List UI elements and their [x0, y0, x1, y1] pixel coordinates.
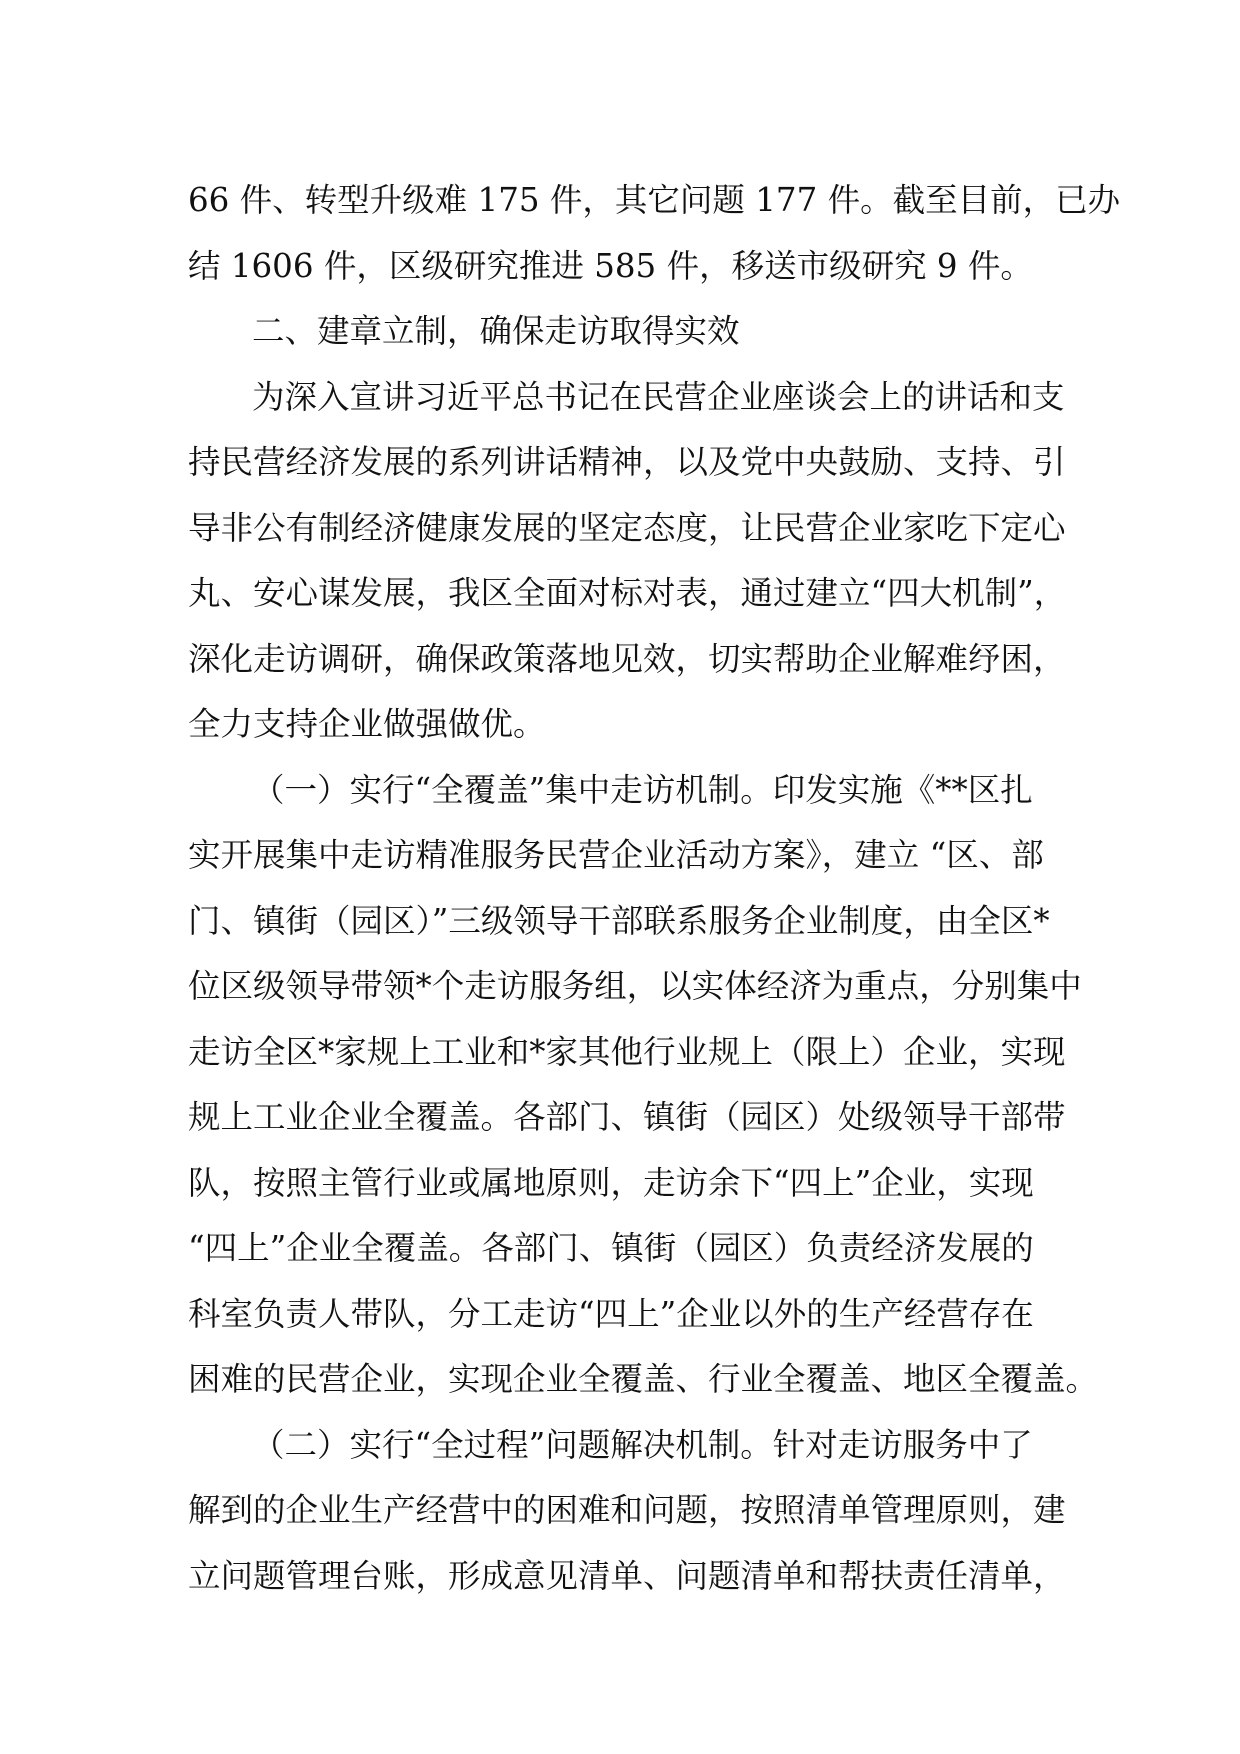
text-line: 位区级领导带领*个走访服务组，以实体经济为重点，分别集中 — [188, 967, 1082, 1005]
text-line: 规上工业企业全覆盖。各部门、镇街（园区）处级领导干部带 — [188, 1098, 1066, 1136]
paragraph-start-line: （二）实行“全过程”问题解决机制。针对走访服务中了 — [252, 1425, 1033, 1464]
text-line: 全力支持企业做强做优。 — [188, 705, 546, 743]
text-line: 结 1606 件，区级研究推进 585 件，移送市级研究 9 件。 — [188, 246, 1033, 285]
text-line: 走访全区*家规上工业和*家其他行业规上（限上）企业，实现 — [188, 1032, 1066, 1071]
text-line: 立问题管理台账，形成意见清单、问题清单和帮扶责任清单， — [188, 1556, 1066, 1595]
text-line: 门、镇街（园区）”三级领导干部联系服务企业制度，由全区* — [188, 901, 1050, 940]
text-line: 持民营经济发展的系列讲话精神，以及党中央鼓励、支持、引 — [188, 443, 1066, 481]
paragraph-start-line: （一）实行“全覆盖”集中走访机制。印发实施《**区扎 — [252, 770, 1033, 809]
text-line: 实开展集中走访精准服务民营企业活动方案》，建立 “区、部 — [188, 836, 1044, 874]
text-line: 科室负责人带队，分工走访“四上”企业以外的生产经营存在 — [188, 1294, 1034, 1333]
paragraph-start-line: 为深入宣讲习近平总书记在民营企业座谈会上的讲话和支 — [252, 377, 1065, 416]
text-line: 队，按照主管行业或属地原则，走访余下“四上”企业，实现 — [188, 1163, 1034, 1202]
document-body — [188, 168, 1121, 1609]
text-line: 解到的企业生产经营中的困难和问题，按照清单管理原则，建 — [188, 1491, 1066, 1529]
text-line: “四上”企业全覆盖。各部门、镇街（园区）负责经济发展的 — [188, 1229, 1034, 1267]
section-heading: 二、建章立制，确保走访取得实效 — [252, 312, 740, 350]
text-line: 丸、安心谋发展，我区全面对标对表，通过建立“四大机制”， — [188, 574, 1067, 612]
text-line: 深化走访调研，确保政策落地见效，切实帮助企业解难纾困， — [188, 639, 1066, 678]
text-line: 66 件、转型升级难 175 件，其它问题 177 件。截至目前，已办 — [188, 181, 1121, 219]
text-line: 导非公有制经济健康发展的坚定态度，让民营企业家吃下定心 — [188, 508, 1066, 547]
text-line: 困难的民营企业，实现企业全覆盖、行业全覆盖、地区全覆盖。 — [188, 1360, 1099, 1398]
